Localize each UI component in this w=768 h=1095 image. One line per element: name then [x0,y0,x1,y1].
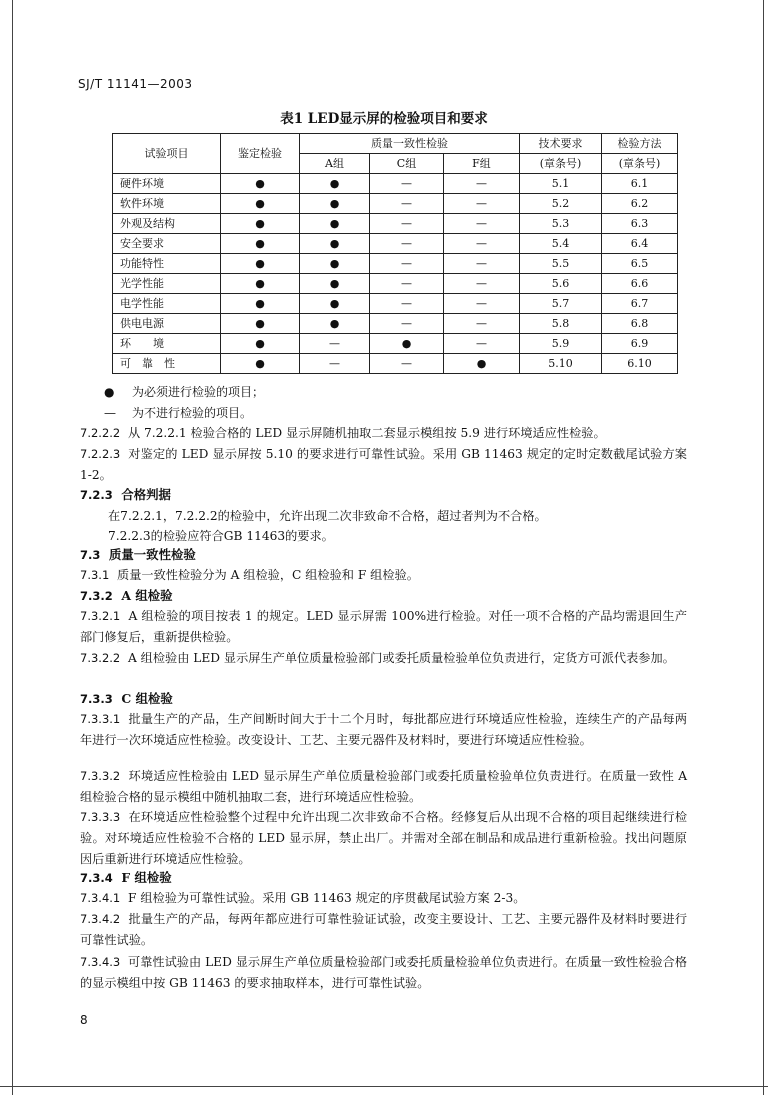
cell-f: — [444,174,520,194]
cell-item: 安全要求 [113,234,221,254]
clause-number: 7.3.3.2 [80,769,121,783]
heading-number: 7.2.3 [80,488,113,502]
table-row [113,314,678,334]
clause-text: 环境适应性检验由 LED 显示屏生产单位质量检验部门或委托质量检验单位负责进行。在质量一致性 A 组检验合格的显示模组中随机抽取二套，进行环境适应性检验。 [80,769,688,804]
clause-text: 批量生产的产品，每两年都应进行可靠性验证试验，改变主要设计、工艺、主要元器件及材料时要进行可靠性试验。 [80,912,688,947]
clause-text: 可靠性试验由 LED 显示屏生产单位质量检验部门或委托质量检验单位负责进行。在质量一致性检验合格的显示模组中按 GB 11463 的要求抽取样本，进行可靠性试验。 [80,955,688,990]
cell-req: 5.1 [520,174,602,194]
heading-title: 质量一致性检验 [109,547,196,562]
table-row [113,214,678,234]
clause-text: 质量一致性检验分为 A 组检验，C 组检验和 F 组检验。 [117,568,419,582]
table-row [113,334,678,354]
header-group-c: C组 [370,154,444,174]
cell-ident: ● [221,194,300,214]
cell-ident: ● [221,234,300,254]
cell-item: 电学性能 [113,294,221,314]
clause-7-3-4-3 [80,952,687,994]
clause-text: 对鉴定的 LED 显示屏按 5.10 的要求进行可靠性试验。采用 GB 11463 规定的定时定数截尾试验方案 1-2。 [80,447,687,482]
cell-method: 6.7 [602,294,678,314]
clause-number: 7.2.2.2 [80,426,121,440]
cell-c: ● [370,334,444,354]
bottom-edge-line [0,1086,768,1087]
cell-ident: ● [221,294,300,314]
cell-f: — [444,274,520,294]
header-quality-group: 质量一致性检验 [300,134,520,154]
heading-title: C 组检验 [121,691,173,706]
cell-f: — [444,234,520,254]
clause-7-3-4-2 [80,909,687,951]
clause-number: 7.3.3.1 [80,712,121,726]
heading-7-3 [80,545,196,563]
clause-7-2-3-text-2: 7.2.2.3的检验应符合GB 11463的要求。 [108,529,334,543]
clause-text: F 组检验为可靠性试验。采用 GB 11463 规定的序贯截尾试验方案 2-3。 [127,891,526,905]
clause-7-3-1 [80,565,687,586]
clause-number: 7.3.3.3 [80,810,121,824]
cell-a: ● [300,314,370,334]
legend-not-required [104,404,252,421]
clause-number: 7.3.1 [80,568,110,582]
heading-title: F 组检验 [121,870,172,885]
cell-f: — [444,194,520,214]
cell-a: — [300,354,370,374]
cell-f: ● [444,354,520,374]
header-group-f: F组 [444,154,520,174]
table-row [113,194,678,214]
legend-required [104,383,264,400]
heading-number: 7.3.2 [80,589,113,603]
cell-method: 6.3 [602,214,678,234]
cell-method: 6.4 [602,234,678,254]
cell-req: 5.3 [520,214,602,234]
cell-a: ● [300,214,370,234]
heading-number: 7.3.4 [80,871,113,885]
header-method-sub: (章条号) [602,154,678,174]
cell-f: — [444,334,520,354]
cell-ident: ● [221,174,300,194]
cell-method: 6.2 [602,194,678,214]
cell-method: 6.10 [602,354,678,374]
standard-code: SJ/T 11141—2003 [78,77,193,91]
cell-a: ● [300,234,370,254]
cell-ident: ● [221,334,300,354]
cell-req: 5.8 [520,314,602,334]
cell-a: ● [300,274,370,294]
left-edge-line [12,0,13,1095]
cell-f: — [444,294,520,314]
right-edge-line [763,0,764,1095]
cell-req: 5.5 [520,254,602,274]
cell-c: — [370,274,444,294]
cell-item: 软件环境 [113,194,221,214]
table-row [113,234,678,254]
cell-c: — [370,254,444,274]
inspection-table [112,133,678,374]
heading-7-3-2 [80,586,173,604]
cell-a: ● [300,254,370,274]
header-group-a: A组 [300,154,370,174]
cell-c: — [370,294,444,314]
clause-number: 7.2.2.3 [80,447,121,461]
cell-req: 5.2 [520,194,602,214]
cell-ident: ● [221,214,300,234]
clause-7-2-2-3 [80,444,687,486]
cell-f: — [444,314,520,334]
cell-a: — [300,334,370,354]
cell-method: 6.1 [602,174,678,194]
clause-number: 7.3.2.2 [80,651,121,665]
heading-number: 7.3.3 [80,692,113,706]
clause-7-3-3-2 [80,766,687,808]
cell-c: — [370,354,444,374]
clause-text: 在环境适应性检验整个过程中允许出现二次非致命不合格。经修复后从出现不合格的项目起继续进行检验。对环境适应性检验不合格的 LED 显示屏，禁止出厂。并需对全部在制品和成品进行重新检验。找出问题原因后重新进行环境适应性检验。 [80,810,688,866]
header-tech-req-sub: (章条号) [520,154,602,174]
cell-req: 5.9 [520,334,602,354]
cell-req: 5.10 [520,354,602,374]
cell-item: 外观及结构 [113,214,221,234]
clause-number: 7.3.4.2 [80,912,121,926]
clause-number: 7.3.4.1 [80,891,121,905]
cell-item: 供电电源 [113,314,221,334]
clause-7-2-3-text-1: 在7.2.2.1，7.2.2.2的检验中，允许出现二次非致命不合格，超过者判为不合格。 [108,509,547,523]
table-row [113,354,678,374]
cell-item: 可 靠 性 [113,354,221,374]
clause-7-3-2-1 [80,606,687,648]
cell-c: — [370,194,444,214]
cell-a: ● [300,174,370,194]
cell-c: — [370,234,444,254]
clause-text: 从 7.2.2.1 检验合格的 LED 显示屏随机抽取二套显示模组按 5.9 进行环境适应性检验。 [127,426,606,440]
cell-req: 5.4 [520,234,602,254]
cell-c: — [370,214,444,234]
legend-dot-text: 为必须进行检验的项目； [132,385,265,399]
heading-7-3-3 [80,689,173,707]
table-header-row-1 [113,134,678,154]
header-test-item: 试验项目 [113,134,221,174]
heading-title: 合格判据 [121,487,171,502]
clause-number: 7.3.2.1 [80,609,121,623]
heading-7-3-4 [80,868,172,886]
clause-number: 7.3.4.3 [80,955,121,969]
cell-method: 6.6 [602,274,678,294]
cell-req: 5.6 [520,274,602,294]
table-row [113,274,678,294]
cell-item: 硬件环境 [113,174,221,194]
cell-ident: ● [221,314,300,334]
table-row [113,254,678,274]
clause-7-3-2-2 [80,648,687,669]
header-identification: 鉴定检验 [221,134,300,174]
cell-ident: ● [221,354,300,374]
cell-method: 6.9 [602,334,678,354]
cell-a: ● [300,294,370,314]
legend-dash-symbol: — [104,406,116,420]
cell-item: 功能特性 [113,254,221,274]
heading-number: 7.3 [80,548,101,562]
clause-7-3-4-1 [80,888,687,909]
cell-item: 光学性能 [113,274,221,294]
clause-7-3-3-1 [80,709,687,751]
cell-req: 5.7 [520,294,602,314]
legend-dot-symbol: ● [104,385,115,399]
cell-f: — [444,254,520,274]
clause-text: 批量生产的产品，生产间断时间大于十二个月时，每批都应进行环境适应性检验，连续生产的产品每两年进行一次环境适应性检验。改变设计、工艺、主要元器件及材料时，要进行环境适应性检验。 [80,712,688,747]
header-method: 检验方法 [602,134,678,154]
heading-7-2-3 [80,485,171,503]
cell-ident: ● [221,274,300,294]
table-title: 表1 LED显示屏的检验项目和要求 [280,111,488,127]
cell-ident: ● [221,254,300,274]
header-tech-req: 技术要求 [520,134,602,154]
cell-item: 环 境 [113,334,221,354]
cell-method: 6.8 [602,314,678,334]
clause-text: A 组检验由 LED 显示屏生产单位质量检验部门或委托质量检验单位负责进行，定货方可派代表参加。 [127,651,675,665]
cell-c: — [370,314,444,334]
clause-7-2-2-2 [80,423,687,444]
cell-f: — [444,214,520,234]
page-number: 8 [80,1013,88,1027]
legend-dash-text: 为不进行检验的项目。 [132,406,253,420]
table-row [113,294,678,314]
clause-text: A 组检验的项目按表 1 的规定。LED 显示屏需 100%进行检验。对任一项不合格的产品均需退回生产部门修复后，重新提供检验。 [80,609,688,644]
cell-c: — [370,174,444,194]
cell-method: 6.5 [602,254,678,274]
heading-title: A 组检验 [121,588,173,603]
cell-a: ● [300,194,370,214]
clause-7-3-3-3 [80,807,687,870]
table-row [113,174,678,194]
